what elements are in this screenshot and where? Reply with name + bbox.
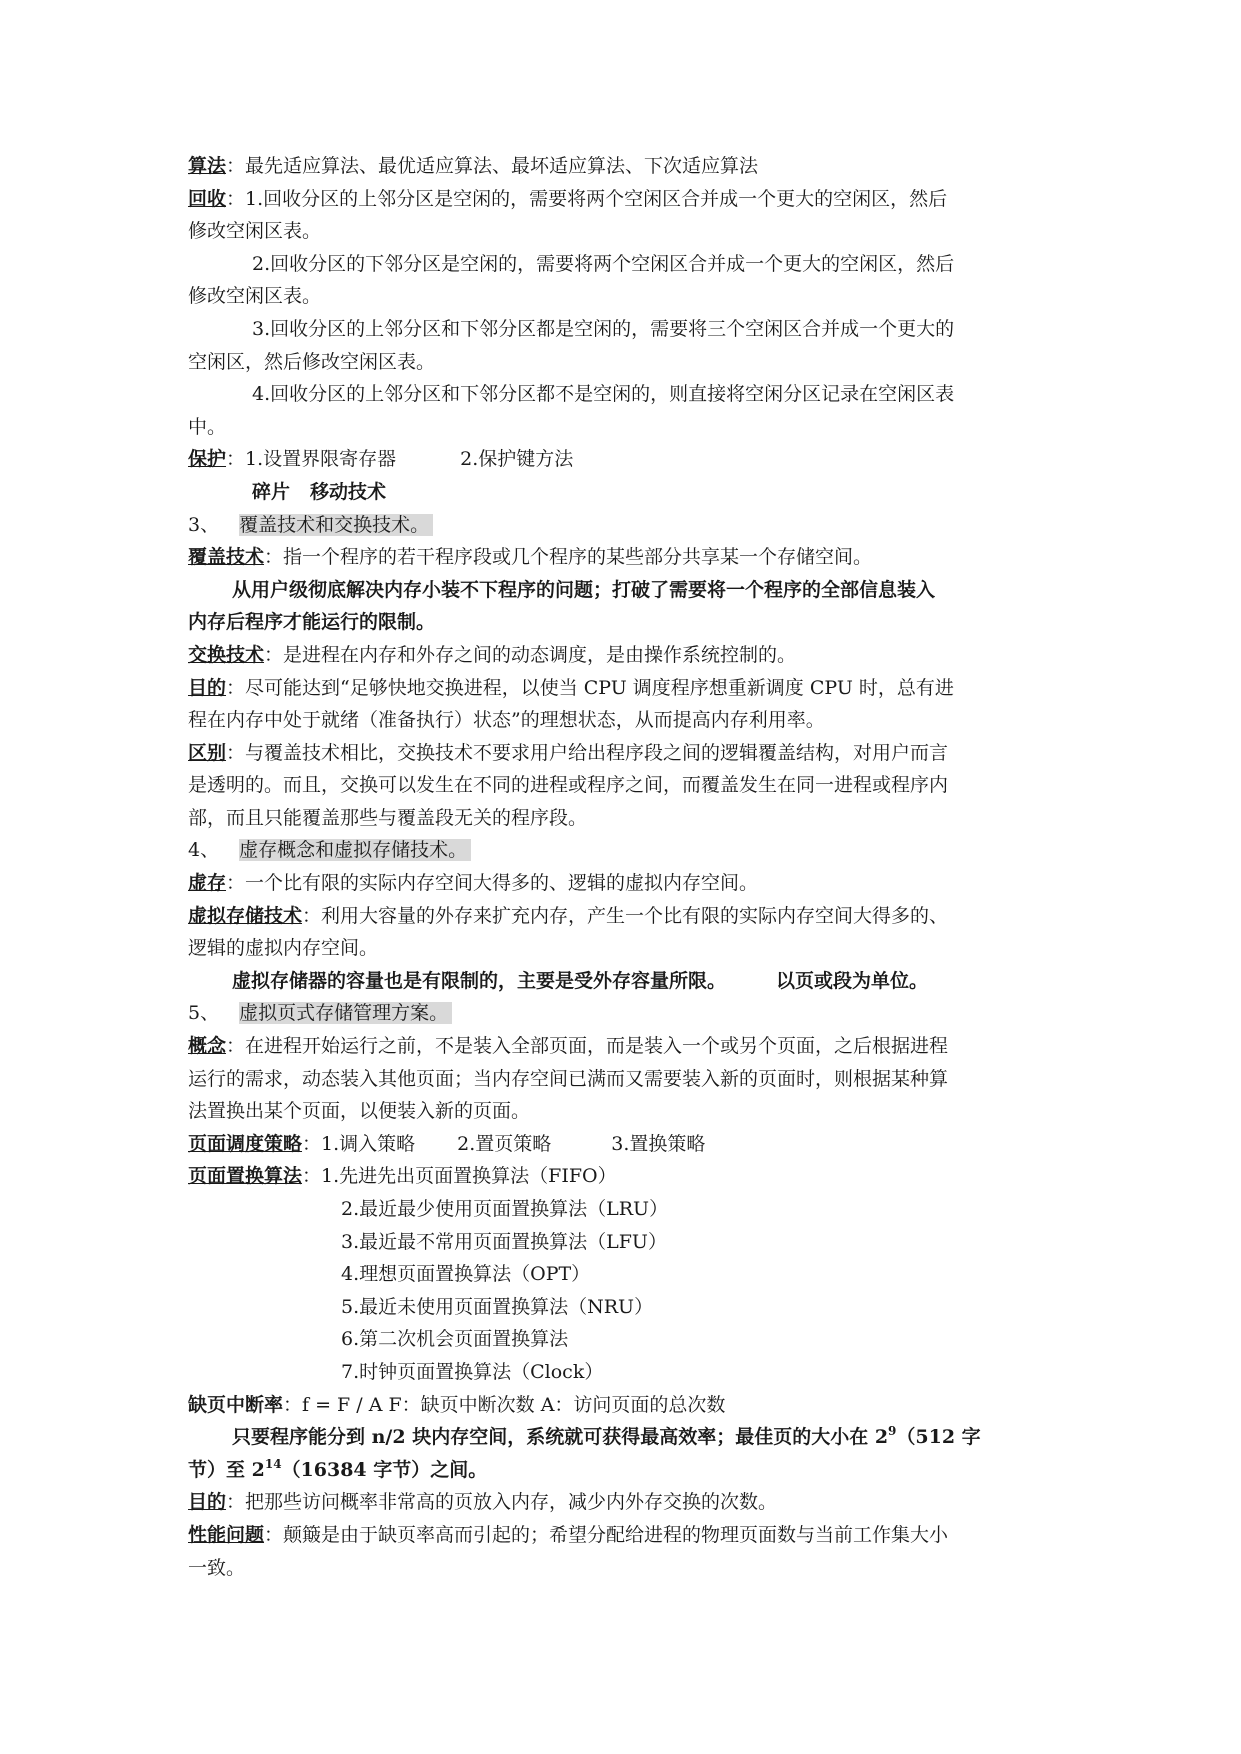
body-text: ：1.调入策略 [302,1132,416,1155]
term-label: 目的 [188,676,227,699]
body-line: 修改空闲区表。 [188,285,322,308]
section-heading [188,509,1058,542]
section-title: 覆盖技术和交换技术。 [239,514,433,536]
body-text: 只要程序能分到 n/2 块内存空间，系统就可获得最高效率；最佳页的大小在 2 [232,1426,889,1449]
body-line: 2.回收分区的下邻分区是空闲的，需要将两个空闲区合并成一个更大的空闲区，然后 [252,252,955,275]
body-text: 2.置页策略 [457,1132,552,1155]
body-text: ：最先适应算法、最优适应算法、最坏适应算法、下次适应算法 [226,155,759,177]
term-label: 概念 [188,1035,227,1058]
body-line: 内存后程序才能运行的限制。 [188,611,436,634]
body-line: 空闲区，然后修改空闲区表。 [188,350,436,373]
purpose-line [188,672,1058,705]
term-label: 算法 [188,155,227,177]
body-text: ：1.回收分区的上邻分区是空闲的，需要将两个空闲区合并成一个更大的空闲区，然后 [226,187,948,210]
body-text: ：指一个程序的若干程序段或几个程序的某些部分共享某一个存储空间。 [264,546,873,569]
algorithm-item: 3.最近最不常用页面置换算法（LFU） [341,1230,667,1253]
term-label: 覆盖技术 [188,546,265,569]
section-heading [188,834,1058,867]
fragment-line [188,476,1058,509]
section-number: 3、 [188,513,220,536]
difference-line [188,737,1058,770]
algorithm-item: 6.第二次机会页面置换算法 [341,1328,569,1351]
term-label: 虚存 [188,872,227,895]
body-text: ：1.设置界限寄存器 [226,448,397,471]
term-label: 交换技术 [188,643,265,666]
performance-line [188,1519,1058,1552]
term-label: 区别 [188,741,227,764]
body-line: 法置换出某个页面，以便装入新的页面。 [188,1100,531,1123]
body-line: 中。 [188,415,227,438]
recycle-line [188,183,1058,216]
replacement-line [188,1160,1058,1193]
body-line: 运行的需求，动态装入其他页面；当内存空间已满而又需要装入新的页面时，则根据某种算 [188,1067,949,1090]
body-text: 虚拟存储器的容量也是有限制的，主要是受外存容量所限。 [232,969,727,992]
superscript: 14 [264,1456,282,1471]
scheduling-line [188,1128,1058,1161]
body-text: 节）至 2 [188,1458,265,1481]
body-text: 移动技术 [310,480,387,503]
algorithm-item: 5.最近未使用页面置换算法（NRU） [341,1295,654,1318]
body-text: ：尽可能达到“足够快地交换进程，以使当 CPU 调度程序想重新调度 CPU 时，总有进 [226,676,954,699]
algorithm-item: 7.时钟页面置换算法（Clock） [341,1360,604,1383]
term-label: 性能问题 [188,1523,265,1546]
section-heading [188,997,1058,1030]
body-text: ：一个比有限的实际内存空间大得多的、逻辑的虚拟内存空间。 [226,872,759,895]
body-text: （512 字 [896,1426,981,1449]
body-line: 修改空闲区表。 [188,220,322,243]
body-text: （16384 字节）之间。 [281,1458,488,1481]
virtual-storage-line [188,900,1058,933]
term-label: 页面调度策略 [188,1132,303,1155]
term-label: 保护 [188,448,227,471]
capacity-line [188,965,1058,998]
body-text: 以页或段为单位。 [776,969,929,992]
body-line: 从用户级彻底解决内存小装不下程序的问题；打破了需要将一个程序的全部信息装入 [232,578,936,601]
term-label: 目的 [188,1491,227,1514]
efficiency-line [188,1421,1058,1454]
body-text: ：1.先进先出页面置换算法（FIFO） [302,1165,617,1188]
body-text: 2.保护键方法 [460,448,574,471]
fault-rate-line [188,1389,1058,1422]
body-line: 是透明的。而且，交换可以发生在不同的进程或程序之间，而覆盖发生在同一进程或程序内 [188,774,949,797]
body-line: 4.回收分区的上邻分区和下邻分区都不是空闲的，则直接将空闲分区记录在空闲区表 [252,383,955,406]
body-text: 3.置换策略 [611,1132,706,1155]
overlay-line [188,541,1058,574]
swap-line [188,639,1058,672]
body-text: ：颠簸是由于缺页率高而引起的；希望分配给进程的物理页面数与当前工作集大小 [264,1523,949,1546]
body-text: ：把那些访问概率非常高的页放入内存，减少内外存交换的次数。 [226,1491,778,1514]
body-line: 逻辑的虚拟内存空间。 [188,937,379,960]
section-title: 虚存概念和虚拟存储技术。 [239,839,471,861]
body-text: ：f = F / A F：缺页中断次数 A：访问页面的总次数 [283,1393,726,1416]
section-number: 4、 [188,839,220,862]
concept-line [188,1030,1058,1063]
virtual-memory-line [188,867,1058,900]
term-label: 虚拟存储技术 [188,904,303,927]
algorithm-item: 4.理想页面置换算法（OPT） [341,1263,591,1286]
section-number: 5、 [188,1002,220,1025]
section-title: 虚拟页式存储管理方案。 [239,1002,452,1024]
body-line: 程在内存中处于就绪（准备执行）状态”的理想状态，从而提高内存利用率。 [188,709,825,732]
body-text: ：在进程开始运行之前，不是装入全部页面，而是装入一个或另个页面，之后根据进程 [226,1035,949,1058]
body-line: 3.回收分区的上邻分区和下邻分区都是空闲的，需要将三个空闲区合并成一个更大的 [252,317,955,340]
term-label: 缺页中断率 [188,1393,284,1416]
body-text: 碎片 [252,480,291,503]
document-page [188,150,1058,1584]
page-size-line [188,1454,1058,1487]
superscript: 9 [888,1424,897,1439]
body-text: ：是进程在内存和外存之间的动态调度，是由操作系统控制的。 [264,643,797,666]
body-line: 一致。 [188,1556,246,1579]
protection-line [188,443,1058,476]
body-line: 部，而且只能覆盖那些与覆盖段无关的程序段。 [188,806,588,829]
body-text: ：利用大容量的外存来扩充内存，产生一个比有限的实际内存空间大得多的、 [302,904,949,927]
algorithm-line [188,150,1058,183]
purpose-line-2 [188,1486,1058,1519]
algorithm-item: 2.最近最少使用页面置换算法（LRU） [341,1198,669,1220]
term-label: 回收 [188,187,227,210]
term-label: 页面置换算法 [188,1165,303,1188]
body-text: ：与覆盖技术相比，交换技术不要求用户给出程序段之间的逻辑覆盖结构，对用户而言 [226,741,949,764]
